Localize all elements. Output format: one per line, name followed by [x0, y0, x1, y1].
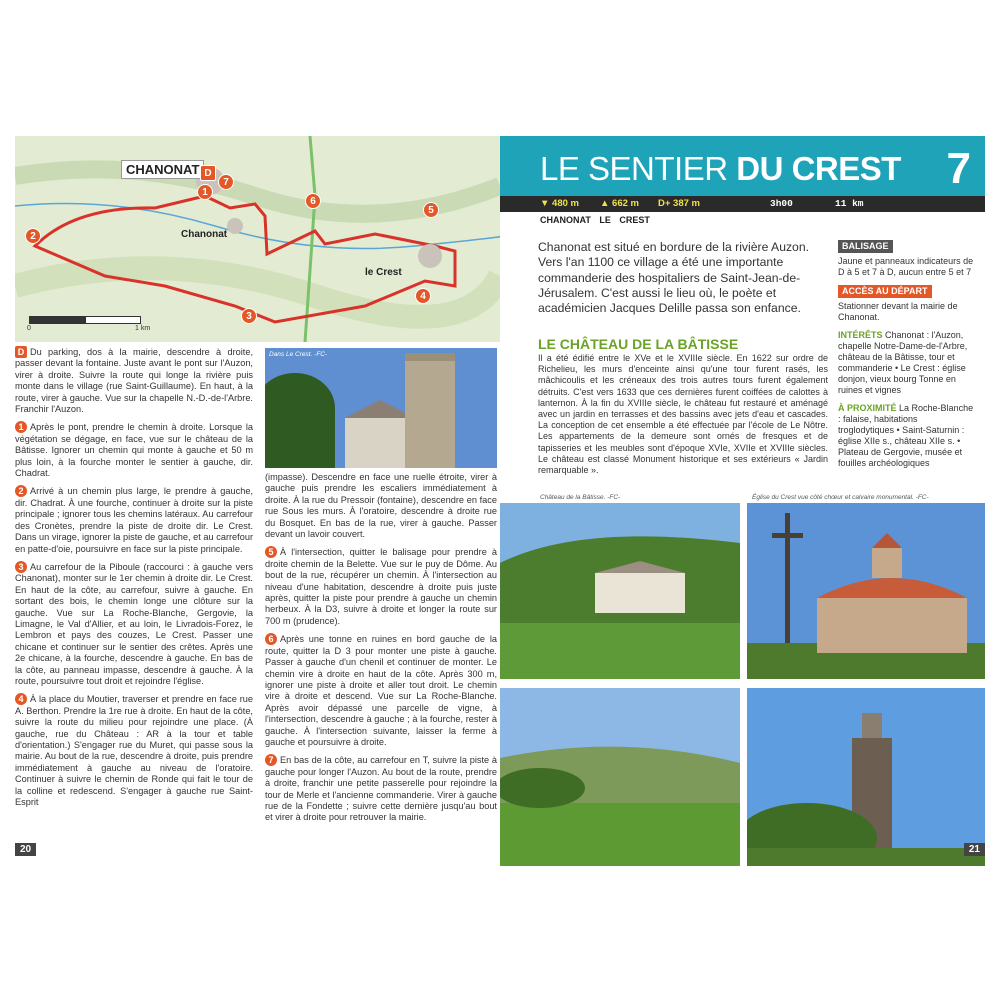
step-text: Du parking, dos à la mairie, descendre à droite, passer devant la fontaine. Juste avant le pont sur l'Auzon, virer à droite. Suivre la route qui longe la rivière puis monte dans le village (rue Saint-Guillaume). En haut, à la route, virer à gauche. Vue sur la chapelle N.-D.-de-l'Arbre. Franchir l'Auzon.	[15, 347, 253, 415]
chateau-heading: LE CHÂTEAU DE LA BÂTISSE	[538, 336, 739, 352]
map-label-le-crest: le Crest	[365, 267, 402, 278]
photo-caption: Dans Le Crest. -FC-	[269, 351, 328, 358]
stat-duration: 3h00	[770, 198, 793, 209]
map-marker-4: 4	[415, 288, 431, 304]
intro-paragraph: Chanonat est situé en bordure de la rivière Auzon. Vers l'an 1100 ce village a été une importante commanderie des hospitaliers de Saint-Jean-de-Jérusalem. C'est aussi le lieu où, le poète et académicien Jacques Delille passa son enfance.	[538, 240, 810, 316]
acces-text: Stationner devant la mairie de Chanonat.	[838, 301, 958, 322]
step-text: Après une tonne en ruines en bord gauche de la route, quitter la D 3 pour monter une piste à gauche. Passer à gauche d'un chenil et continuer de monter. Le chemin vire à droite en haut de la côte. Après 300 m, ignorer une piste à droite et aller tout droit. Le chemin vire à droite et descend. Vue sur La Roche-Blanche. Après avoir dépassé une parcelle de vigne, à l'intersection, descendre à gauche ; à la fourche, rester à gauche. À l'intersection suivante, laisser la ferme à gauche et poursuivre à droite.	[265, 634, 497, 747]
left-page	[15, 136, 500, 866]
direction-step-7	[265, 754, 497, 823]
route-map	[15, 136, 500, 342]
acces-block	[838, 285, 974, 323]
photo-caption: Église du Crest vue côté chœur et calvaire monumental. -FC-	[752, 494, 929, 501]
stat-elevation-gain: D+ 387 m	[658, 198, 700, 209]
photo-eglise-crest	[747, 503, 985, 679]
step-badge: 6	[265, 633, 277, 645]
photo-jussat-roche-blanche	[500, 688, 740, 866]
map-marker-start: D	[200, 165, 216, 181]
direction-step-4	[15, 693, 253, 808]
stat-high-altitude: ▲ 662 m	[600, 198, 639, 209]
route-title-bold: DU CREST	[736, 150, 901, 187]
step-badge: 1	[15, 421, 27, 433]
step-text: En bas de la côte, au carrefour en T, suivre la piste à gauche pour longer l'Auzon. Au bout de la route, prendre à droite, franchir une petite passerelle pour rejoindre la tour de Merle et l'ancienne commanderie. Virer à gauche rue de la Fondette ; suivre cette dernière jusqu'au bout et virer à droite pour retrouver la mairie.	[265, 755, 497, 823]
direction-step-1	[15, 421, 253, 479]
photo-tour-horloge	[747, 688, 985, 866]
route-number: 7	[946, 144, 971, 193]
photo-caption: Château de la Bâtisse. -FC-	[540, 494, 621, 501]
proximite-text: La Roche-Blanche : falaise, habitations troglodytiques • Saint-Saturnin : église XIIe s., château XIIe s. • Plateau de Gergovie, musée et fouilles archéologiques	[838, 403, 974, 468]
route-title	[540, 150, 901, 188]
route-title-light: LE SENTIER	[540, 150, 737, 187]
photo-chateau-batisse	[500, 503, 740, 679]
interets-block	[838, 330, 974, 396]
step-text: Arrivé à un chemin plus large, le prendre à gauche, dir. Chadrat. À une fourche, continuer à droite sur la piste principale ; ignorer tous les chemins latéraux. Au carrefour des Cronètes, prendre la piste de droite dir. Le Crest. Dans un virage, ignorer la piste de gauche, et au carrefour en patte-d'oie, poursuivre en face sur la piste principale.	[15, 486, 253, 554]
direction-step-5	[265, 546, 497, 627]
map-label-chanonat: Chanonat	[181, 229, 228, 240]
page-number-left: 20	[15, 843, 36, 856]
right-page	[500, 136, 985, 866]
map-marker-1: 1	[197, 184, 213, 200]
map-label-chanonat-town: CHANONAT	[121, 160, 204, 179]
proximite-heading: À PROXIMITÉ	[838, 403, 897, 413]
map-scale-end: 1 km	[135, 325, 151, 332]
map-marker-7: 7	[218, 174, 234, 190]
balisage-heading: BALISAGE	[838, 240, 893, 253]
direction-continued: (impasse). Descendre en face une ruelle étroite, virer à gauche puis prendre les escaliers immédiatement à droite. À la rue du Pressoir (fontaine), descendre en face rue Sous les murs. À l'oratoire, descendre à droite rue du Bosquet. En bas de la rue, virer à gauche. Passer devant un lavoir couvert.	[265, 472, 497, 540]
route-stats-bar	[500, 196, 985, 212]
step-badge: D	[15, 346, 27, 358]
stat-distance: 11 km	[835, 198, 864, 209]
photo-le-crest-tower	[265, 348, 497, 468]
balisage-block	[838, 240, 974, 278]
map-scale-bar	[29, 316, 141, 324]
proximite-block	[838, 403, 974, 469]
route-info-sidebar	[838, 240, 974, 476]
route-locations: CHANONAT LE CREST	[540, 215, 650, 225]
direction-step-6	[265, 633, 497, 748]
interets-text: Chanonat : l'Auzon, chapelle Notre-Dame-de-l'Arbre, château de la Bâtisse, tour et commanderie • Le Crest : église donjon, vieux bourg Tonne en ruines et vignes	[838, 330, 968, 395]
map-marker-2: 2	[25, 228, 41, 244]
direction-step-2	[15, 485, 253, 554]
acces-heading: ACCÈS AU DÉPART	[838, 285, 932, 298]
step-text: Après le pont, prendre le chemin à droite. Lorsque la végétation se dégage, en face, vue sur le château de la Bâtisse. Ignorer un chemin qui monte à gauche et 50 m plus loin, à la fourche monter le sentier à gauche, dir. Chadrat.	[15, 422, 253, 479]
step-badge: 3	[15, 561, 27, 573]
map-marker-5: 5	[423, 202, 439, 218]
step-badge: 7	[265, 754, 277, 766]
map-marker-6: 6	[305, 193, 321, 209]
chateau-paragraph: Il a été édifié entre le XVe et le XVIIIe siècle. En 1622 sur ordre de Richelieu, les murs d'enceinte ainsi qu'une tour furent rasés, les mâchicoulis et les créneaux des trois autres tours furent également détruits. C'est vers 1633 que ces dernières furent coiffées de calottes à lanternon. À la fin du XVIIIe siècle, le château fut restauré et aménagé avec un jardin en terrasses et des bassins avec jets d'eau et cascades. La conception de cet ensemble a été effectuée par l'école de Le Nôtre. Les appartements de la demeure sont ornés de fresques et de tapisseries et les meubles sont d'époque XVIe, XVIIe et XVIIIe siècles. Le château est classé Monument historique et ses extérieurs « Jardin remarquable ».	[538, 353, 828, 476]
direction-step-d	[15, 346, 253, 415]
directions-column-1	[15, 346, 253, 814]
step-badge: 2	[15, 485, 27, 497]
title-banner	[500, 136, 985, 196]
direction-step-3	[15, 561, 253, 687]
stat-low-altitude: ▼ 480 m	[540, 198, 579, 209]
page-number-right: 21	[964, 843, 985, 856]
interets-heading: INTÉRÊTS	[838, 330, 883, 340]
step-badge: 5	[265, 546, 277, 558]
step-text: À la place du Moutier, traverser et prendre en face rue A. Berthon. Prendre la 1re rue à droite. En haut de la côte, suivre la route du milieu pour rejoindre une place. (À gauche, rue du Château : AR à la tour et table d'orientation.) S'engager rue du Muret, qui passe sous la mairie. Au bout de la rue, descendre à droite, puis prendre immédiatement à gauche au niveau de l'oratoire. Continuer à suivre le chemin de Ronde qui fait le tour de la colline et redescend. S'engager à gauche rue Saint-Esprit	[15, 694, 253, 808]
map-scale-start: 0	[27, 325, 31, 332]
map-marker-3: 3	[241, 308, 257, 324]
balisage-text: Jaune et panneaux indicateurs de D à 5 et 7 à D, aucun entre 5 et 7	[838, 256, 974, 277]
step-text: Au carrefour de la Piboule (raccourci : à gauche vers Chanonat), monter sur le 1er chemin à droite dir. Le Crest. En haut de la côte, au carrefour, suivre à gauche. En sortant des bois, le chemin longe une clôture sur la gauche. Vue sur La Roche-Blanche, Gergovie, la Limagne, le Val d'Allier, et au loin, le Livradois-Forez, le Lembron et pays des couzes, Le Crest. Passer une chicane et continuer sur le sentier des crêtes. Après une 2e chicane, à la fourche, descendre à gauche. En bas de la côte, au panneau impasse, descendre à gauche. À la route, poursuivre tout droit et rejoindre l'église.	[15, 561, 253, 686]
step-text: À l'intersection, quitter le balisage pour prendre à droite chemin de la Belette. Vue sur le puy de Dôme. Au bout de la rue, récupérer un chemin. À l'intersection au niveau d'une habitation, descendre à droite puis juste après, quitter la piste pour prendre à gauche un chemin herbeux. À la D3, suivre à droite et longer la route sur 700 m (prudence).	[265, 547, 497, 626]
map-graphic	[15, 136, 500, 342]
directions-column-2	[265, 472, 497, 830]
step-badge: 4	[15, 693, 27, 705]
